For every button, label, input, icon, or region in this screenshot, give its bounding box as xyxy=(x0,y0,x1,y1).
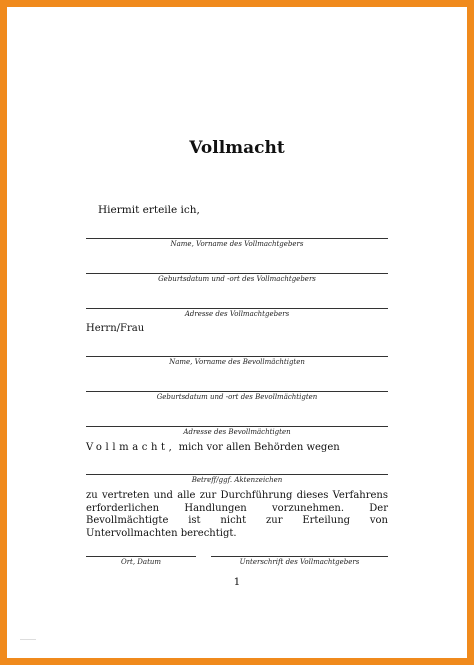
principal-birth-caption: Geburtsdatum und -ort des Vollmachtgebers xyxy=(158,275,316,283)
agent-birth-caption: Geburtsdatum und -ort des Bevollmächtigten xyxy=(156,393,318,401)
agent-address-caption: Adresse des Bevollmächtigten xyxy=(183,428,291,436)
principal-name-line[interactable] xyxy=(86,238,388,239)
intro-text: Hiermit erteile ich, xyxy=(98,204,200,216)
reference-caption: Betreff/ggf. Aktenzeichen xyxy=(191,476,283,484)
agent-address-line[interactable] xyxy=(86,426,388,427)
page-number: 1 xyxy=(233,576,241,588)
document-title: Vollmacht xyxy=(189,138,285,158)
vollmacht-sentence xyxy=(86,442,340,453)
place-date-line[interactable] xyxy=(86,556,196,557)
vollmacht-word: Vollmacht, xyxy=(86,442,176,453)
agent-birth-line[interactable] xyxy=(86,391,388,392)
place-date-caption: Ort, Datum xyxy=(120,558,162,566)
principal-address-caption: Adresse des Vollmachtgebers xyxy=(184,310,290,318)
signature-caption: Unterschrift des Vollmachtgebers xyxy=(239,558,360,566)
principal-name-caption: Name, Vorname des Vollmachtgebers xyxy=(170,240,304,248)
body-paragraph: zu vertreten und alle zur Durchführung dieses Verfahrens erforderlichen Handlungen vorzunehmen. Der Bevollmächtigte ist nicht zur Erteilung von Untervollmachten berechtigt. xyxy=(86,490,388,539)
reference-line[interactable] xyxy=(86,474,388,475)
principal-birth-line[interactable] xyxy=(86,273,388,274)
agent-name-caption: Name, Vorname des Bevollmächtigten xyxy=(169,358,305,366)
agent-name-line[interactable] xyxy=(86,356,388,357)
vollmacht-rest: mich vor allen Behörden wegen xyxy=(175,442,340,453)
recipient-label: Herrn/Frau xyxy=(86,323,145,334)
signature-line[interactable] xyxy=(211,556,388,557)
principal-address-line[interactable] xyxy=(86,308,388,309)
footer-mark xyxy=(20,639,36,640)
